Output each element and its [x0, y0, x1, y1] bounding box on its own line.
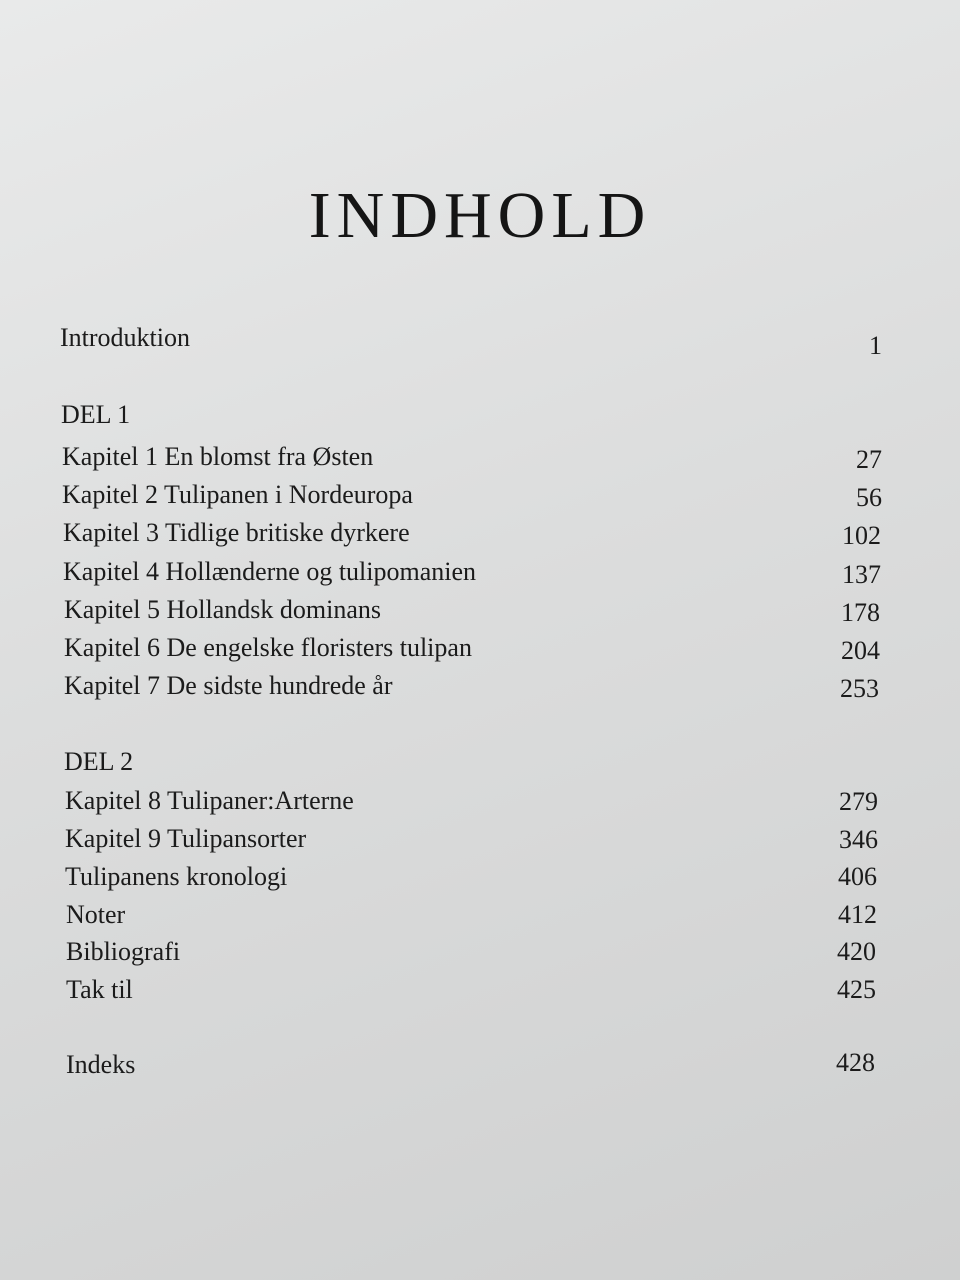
toc-entry [0, 859, 960, 895]
toc-entry-page: 253 [840, 674, 879, 703]
toc-entry [0, 821, 960, 857]
section-heading-part2: DEL 2 [64, 747, 134, 776]
section-heading-part1: DEL 1 [61, 400, 131, 429]
toc-entry-label: Kapitel 3 Tidlige britiske dyrkere [63, 518, 410, 547]
toc-entry-label: Introduktion [60, 323, 190, 352]
toc-entry-intro [0, 320, 960, 360]
toc-entry-page: 56 [856, 483, 882, 512]
toc-entry [0, 554, 960, 590]
toc-entry-label: Kapitel 1 En blomst fra Østen [62, 442, 374, 471]
toc-entry-label: Noter [66, 900, 126, 929]
toc-entry [0, 934, 960, 970]
toc-entry-label: Tak til [66, 975, 133, 1004]
toc-entry-index [0, 1047, 960, 1083]
toc-entry-page: 137 [842, 560, 881, 589]
toc-entry-page: 102 [842, 521, 881, 550]
toc-entry-label: Kapitel 9 Tulipansorter [65, 824, 307, 853]
toc-entry [0, 592, 960, 628]
toc-entry-page: 279 [839, 787, 878, 816]
toc-entry-label: Kapitel 6 De engelske floristers tulipan [64, 633, 472, 662]
toc-entry [0, 630, 960, 666]
toc-entry-page: 204 [841, 636, 880, 665]
toc-entry-page: 346 [839, 825, 878, 854]
toc-entry-page: 1 [869, 331, 882, 360]
toc-entry-page: 178 [841, 598, 880, 627]
toc-entry-page: 406 [838, 862, 877, 891]
toc-entry-page: 428 [836, 1048, 875, 1077]
toc-entry [0, 439, 960, 475]
toc-entry [0, 668, 960, 704]
toc-entry-page: 420 [837, 937, 876, 966]
toc-entry [0, 897, 960, 933]
toc-entry [0, 477, 960, 513]
page-title: INDHOLD [308, 179, 652, 252]
toc-entry-label: Bibliografi [66, 937, 181, 966]
toc-entry-label: Kapitel 8 Tulipaner:Arterne [65, 786, 354, 815]
toc-entry-label: Indeks [66, 1050, 136, 1079]
toc-entry-label: Kapitel 7 De sidste hundrede år [64, 671, 393, 700]
toc-entry [0, 972, 960, 1008]
toc-entry-page: 425 [837, 975, 876, 1004]
toc-entry-label: Tulipanens kronologi [65, 862, 288, 891]
toc-entry-label: Kapitel 4 Hollænderne og tulipomanien [63, 557, 477, 586]
toc-entry-page: 412 [838, 900, 877, 929]
toc-entry [0, 515, 960, 551]
toc-entry [0, 783, 960, 819]
toc-entry-label: Kapitel 5 Hollandsk dominans [64, 595, 382, 624]
toc-entry-label: Kapitel 2 Tulipanen i Nordeuropa [62, 480, 413, 509]
toc-entry-page: 27 [856, 445, 882, 474]
